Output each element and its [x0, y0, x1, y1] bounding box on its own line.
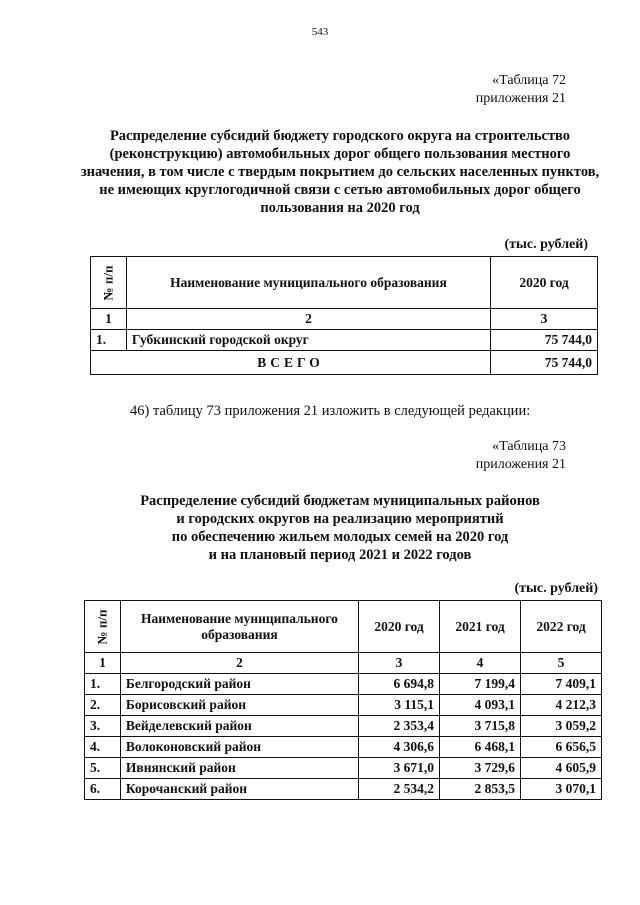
table73-title	[80, 492, 600, 564]
table-row	[85, 758, 602, 779]
row-2022: 3 059,2	[521, 716, 602, 737]
row-name: Ивнянский район	[120, 758, 358, 779]
row-num: 6.	[85, 779, 121, 800]
row-2020: 75 744,0	[491, 330, 598, 351]
col-index: 4	[440, 653, 521, 674]
row-2021: 6 468,1	[440, 737, 521, 758]
table-row	[85, 779, 602, 800]
row-2021: 4 093,1	[440, 695, 521, 716]
table-row	[85, 737, 602, 758]
header-name: Наименование муниципального образования	[126, 257, 490, 309]
header-name: Наименование муниципального образования	[120, 601, 358, 653]
title-line: и городских округов на реализацию мероприятий	[176, 511, 504, 527]
row-2020: 6 694,8	[359, 674, 440, 695]
row-num: 1.	[85, 674, 121, 695]
row-2020: 2 353,4	[359, 716, 440, 737]
header-2021: 2021 год	[440, 601, 521, 653]
row-num: 4.	[85, 737, 121, 758]
table72-ref-line1: «Таблица 72	[492, 73, 566, 88]
table72-reference	[476, 72, 566, 108]
row-2022: 6 656,5	[521, 737, 602, 758]
table73-reference	[476, 438, 566, 474]
table73-unit: (тыс. рублей)	[514, 581, 598, 596]
row-2021: 3 729,6	[440, 758, 521, 779]
row-name: Волоконовский район	[120, 737, 358, 758]
row-num: 1.	[91, 330, 127, 351]
header-2020: 2020 год	[359, 601, 440, 653]
row-name: Белгородский район	[120, 674, 358, 695]
total-2020: 75 744,0	[491, 351, 598, 375]
col-index: 5	[521, 653, 602, 674]
instruction-text: 46) таблицу 73 приложения 21 изложить в следующей редакции:	[130, 403, 531, 419]
row-num: 2.	[85, 695, 121, 716]
table-row	[85, 716, 602, 737]
table72-ref-line2: приложения 21	[475, 91, 566, 106]
row-num: 3.	[85, 716, 121, 737]
table73	[84, 600, 602, 800]
header-2022: 2022 год	[521, 601, 602, 653]
row-name: Борисовский район	[120, 695, 358, 716]
row-2021: 7 199,4	[440, 674, 521, 695]
table-row	[85, 674, 602, 695]
table72-title: Распределение субсидий бюджету городского округа на строительство (реконструкцию) автомобильных дорог общего пользования местного значения, в том числе с твердым покрытием до сельских населенных пунктов, не имеющих круглогодичной связи с сетью автомобильных дорог общего пользования на 2020 год	[80, 128, 600, 216]
row-name: Вейделевский район	[120, 716, 358, 737]
row-num: 5.	[85, 758, 121, 779]
col-index: 2	[120, 653, 358, 674]
title-line: Распределение субсидий бюджетам муниципальных районов	[140, 493, 540, 509]
col-index: 3	[491, 309, 598, 330]
table72-unit: (тыс. рублей)	[504, 237, 588, 252]
row-2020: 3 671,0	[359, 758, 440, 779]
total-row	[91, 351, 598, 375]
title-line: и на плановый период 2021 и 2022 годов	[208, 547, 472, 563]
table73-ref-line1: «Таблица 73	[492, 439, 566, 454]
header-num: № п/п	[91, 257, 127, 309]
row-2020: 2 534,2	[359, 779, 440, 800]
table-row	[85, 695, 602, 716]
header-2020: 2020 год	[491, 257, 598, 309]
row-2021: 2 853,5	[440, 779, 521, 800]
col-index: 3	[359, 653, 440, 674]
row-2020: 3 115,1	[359, 695, 440, 716]
row-name: Губкинский городской округ	[126, 330, 490, 351]
col-index: 1	[85, 653, 121, 674]
title-line: по обеспечению жильем молодых семей на 2020 год	[171, 529, 509, 545]
row-name: Корочанский район	[120, 779, 358, 800]
row-2021: 3 715,8	[440, 716, 521, 737]
col-index: 1	[91, 309, 127, 330]
table73-ref-line2: приложения 21	[475, 457, 566, 472]
total-label: ВСЕГО	[91, 351, 491, 375]
table72	[90, 256, 598, 375]
row-2022: 4 605,9	[521, 758, 602, 779]
table-row	[91, 330, 598, 351]
header-num: № п/п	[85, 601, 121, 653]
column-index-row	[91, 309, 598, 330]
row-2022: 3 070,1	[521, 779, 602, 800]
row-2022: 7 409,1	[521, 674, 602, 695]
column-index-row	[85, 653, 602, 674]
page-number: 543	[311, 26, 329, 38]
row-2022: 4 212,3	[521, 695, 602, 716]
col-index: 2	[126, 309, 490, 330]
row-2020: 4 306,6	[359, 737, 440, 758]
